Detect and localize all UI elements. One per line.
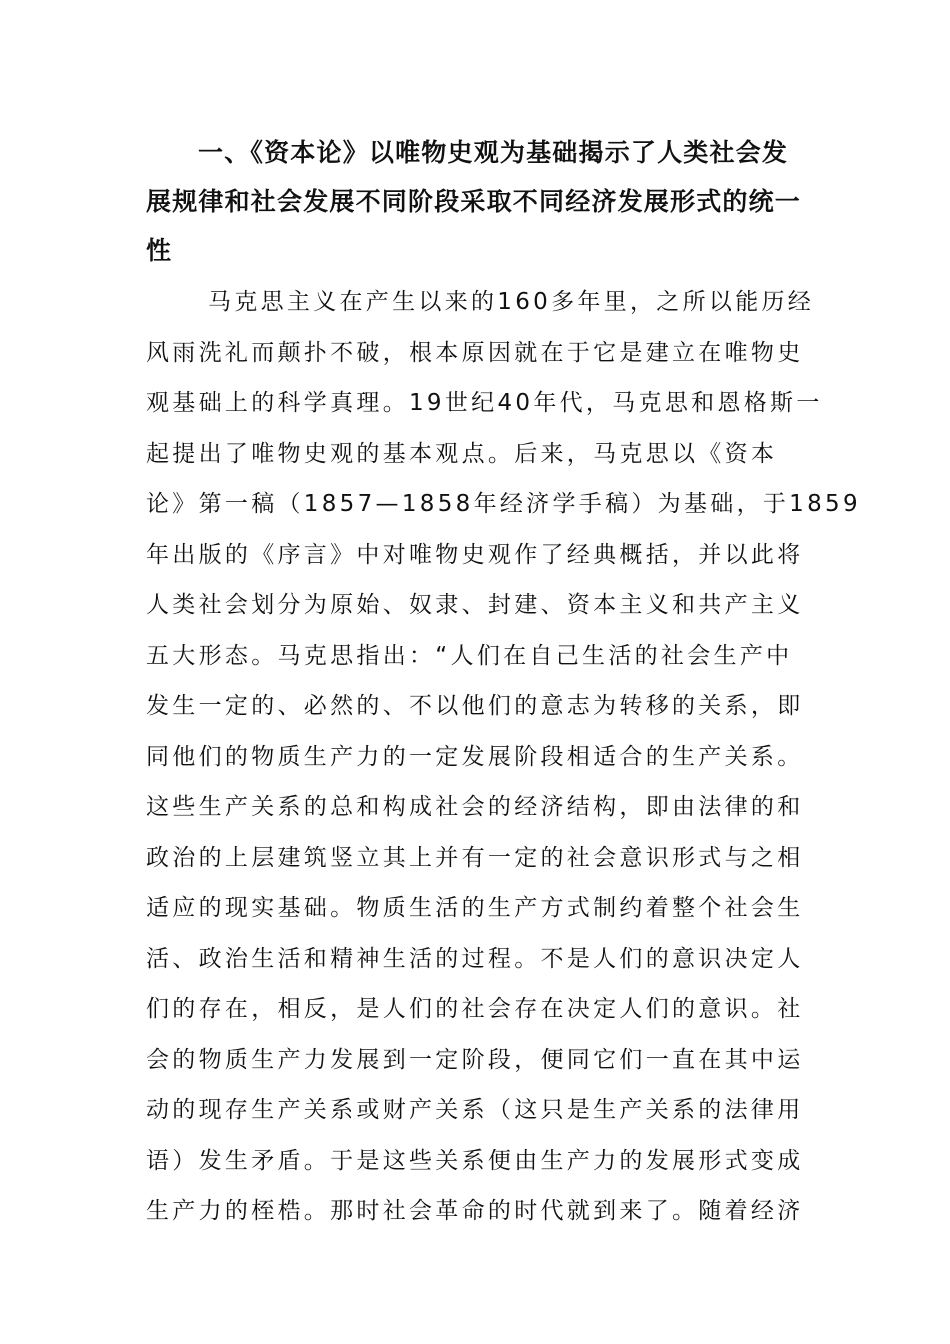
body-paragraph [146,277,861,1237]
paragraph-line: 论》第一稿（1857—1858年经济学手稿）为基础，于1859 [146,491,861,517]
paragraph-line: 政治的上层建筑竖立其上并有一定的社会意识形式与之相 [146,844,804,871]
paragraph-line: 起提出了唯物史观的基本观点。后来，马克思以《资本 [146,440,778,467]
heading-line: 一、《资本论》以唯物史观为基础揭示了人类社会发 [198,138,789,167]
paragraph-line: 适应的现实基础。物质生活的生产方式制约着整个社会生 [146,895,804,921]
paragraph-line: 人类社会划分为原始、奴隶、封建、资本主义和共产主义 [146,592,804,618]
paragraph-line: 同他们的物质生产力的一定发展阶段相适合的生产关系。 [146,743,804,770]
paragraph-line: 会的物质生产力发展到一定阶段，便同它们一直在其中运 [146,1046,804,1073]
paragraph-line: 们的存在，相反，是人们的社会存在决定人们的意识。社 [146,996,804,1022]
heading-line: 展规律和社会发展不同阶段采取不同经济发展形式的统一 [146,187,802,216]
paragraph-line: 生产力的桎梏。那时社会革命的时代就到来了。随着经济 [146,1198,804,1224]
document-content [146,128,861,1237]
paragraph-line: 语）发生矛盾。于是这些关系便由生产力的发展形式变成 [146,1147,804,1174]
paragraph-line: 五大形态。马克思指出：“人们在自己生活的社会生产中 [146,642,793,669]
heading-line: 性 [146,236,173,265]
section-heading [146,128,808,275]
paragraph-line: 马克思主义在产生以来的160多年里，之所以能历经 [208,289,815,315]
paragraph-line: 动的现存生产关系或财产关系（这只是生产关系的法律用 [146,1097,804,1123]
paragraph-line: 年出版的《序言》中对唯物史观作了经典概括，并以此将 [146,541,804,568]
paragraph-line: 观基础上的科学真理。19世纪40年代，马克思和恩格斯一 [146,390,823,416]
paragraph-line: 发生一定的、必然的、不以他们的意志为转移的关系，即 [146,693,804,719]
paragraph-line: 活、政治生活和精神生活的过程。不是人们的意识决定人 [146,945,804,972]
paragraph-line: 风雨洗礼而颠扑不破，根本原因就在于它是建立在唯物史 [146,339,804,366]
paragraph-line: 这些生产关系的总和构成社会的经济结构，即由法律的和 [146,794,804,820]
